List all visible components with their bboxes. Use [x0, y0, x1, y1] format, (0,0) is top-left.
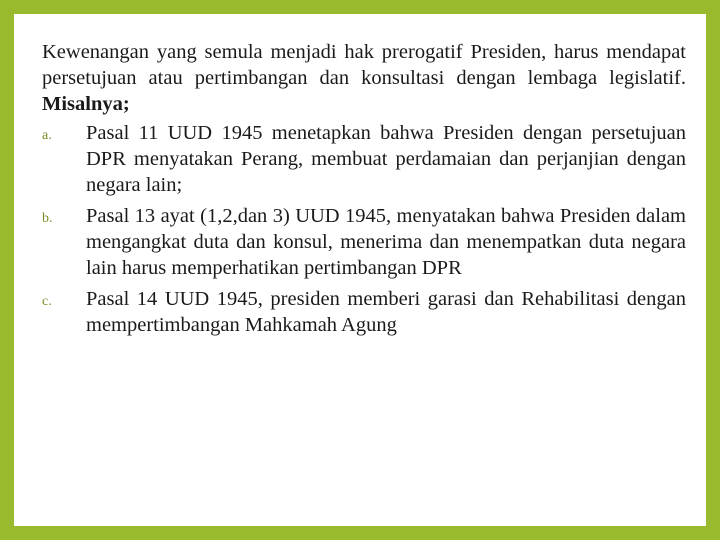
list-marker-a: a. — [42, 128, 52, 143]
list-marker-b: b. — [42, 211, 53, 226]
list-item-text-a: Pasal 11 UUD 1945 menetapkan bahwa Presiden dengan persetujuan DPR menyatakan Perang, membuat perdamaian dan perjanjian dengan negara lain; — [86, 122, 686, 196]
slide-canvas — [14, 14, 706, 526]
slide-body — [42, 39, 686, 338]
list-item-text-b: Pasal 13 ayat (1,2,dan 3) UUD 1945, menyatakan bahwa Presiden dalam mengangkat duta dan konsul, menerima dan menempatkan duta negara lain harus memperhatikan pertimbangan DPR — [86, 205, 686, 279]
list-marker-c: c. — [42, 294, 52, 309]
intro-emphasis: Misalnya; — [42, 93, 130, 115]
intro-paragraph — [42, 39, 686, 117]
list-item-c — [42, 286, 686, 338]
provision-list — [42, 120, 686, 338]
list-item-a — [42, 120, 686, 198]
list-item-b — [42, 203, 686, 281]
list-item-text-c: Pasal 14 UUD 1945, presiden memberi garasi dan Rehabilitasi dengan mempertimbangan Mahkamah Agung — [86, 288, 686, 336]
intro-text: Kewenangan yang semula menjadi hak prerogatif Presiden, harus mendapat persetujuan atau pertimbangan dan konsultasi dengan lembaga legislatif. — [42, 41, 686, 89]
